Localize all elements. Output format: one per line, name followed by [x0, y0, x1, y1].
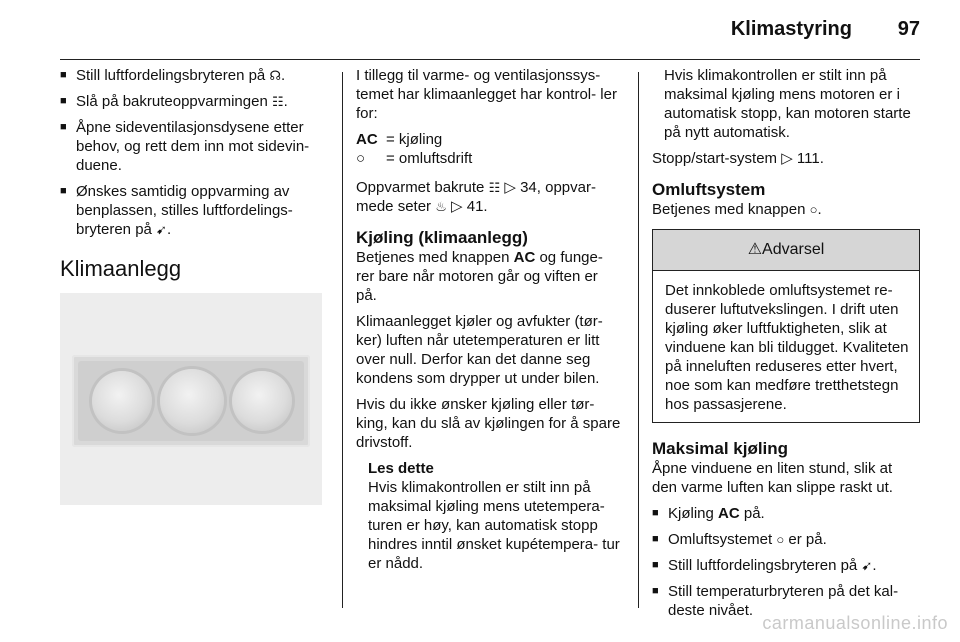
- intro-paragraph: I tillegg til varme- og ventilasjonssys- temet har klimaanlegget har kontrol- ler for:: [356, 67, 617, 122]
- bullet-square-icon: ■: [652, 559, 659, 571]
- air-distribution-knob: [232, 371, 292, 431]
- bullet-square-icon: ■: [652, 585, 659, 597]
- ac-description: = kjøling: [386, 131, 443, 148]
- bullet-square-icon: ■: [60, 121, 67, 133]
- air-distribution-windscreen-icon: ☊: [269, 68, 281, 83]
- warning-triangle-icon: ⚠: [747, 241, 763, 258]
- ac-term: AC: [356, 131, 378, 148]
- auto-stop-paragraph: Hvis klimakontrollen er stilt inn på maksimal kjøling mens motoren er i automatisk stopp, kan motoren starte på nytt automatisk.: [664, 67, 911, 141]
- list-item: ■ Åpne sideventilasjonsdysene etter behov, og rett dem inn mot sidevin- duene.: [60, 119, 310, 174]
- fuel-paragraph: Hvis du ikke ønsker kjøling eller tør- king, kan du slå av kjølingen for å spare drivstoff.: [356, 396, 621, 451]
- warning-body: Det innkoblede omluftsystemet re- duserer luftutvekslingen. I drift uten kjøling øker luftfuktigheten, slik at vinduene kan bli tildugget. Kvaliteten på inneluften reduseres etter hvert, noe som kan medføre tretthetstegn hos passasjerene.: [665, 282, 909, 413]
- climate-control-panel-image: [60, 293, 322, 505]
- section-heading-klimaanlegg: Klimaanlegg: [60, 256, 182, 281]
- warning-box: [652, 229, 920, 423]
- air-distribution-footwell-icon: ➹: [156, 222, 167, 237]
- list-item: ■ Still temperaturbryteren på det kal- deste nivået.: [652, 583, 899, 619]
- list-item: ■ Still luftfordelingsbryteren på ☊.: [60, 67, 286, 84]
- recirculation-icon: ○: [776, 532, 785, 547]
- control-definitions: [356, 130, 622, 168]
- bullet-square-icon: ■: [652, 507, 659, 519]
- stop-start-reference: Stopp/start-system ▷ 111.: [652, 150, 824, 167]
- page-number: 97: [897, 18, 920, 40]
- recirculation-paragraph: Betjenes med knappen ○.: [652, 201, 822, 218]
- header-rule: [60, 59, 920, 60]
- list-item: ■ Ønskes samtidig oppvarming av benplassen, stilles luftfordelings- bryteren på ➹.: [60, 183, 293, 238]
- section-heading-omluft: Omluftsystem: [652, 180, 766, 199]
- section-heading-maks-kjoling: Maksimal kjøling: [652, 439, 789, 458]
- list-item: ■ Slå på bakruteoppvarmingen ☷.: [60, 93, 288, 110]
- list-item: ■ Still luftfordelingsbryteren på ➹.: [652, 557, 877, 574]
- recirculation-icon: ○: [356, 150, 366, 167]
- column-divider-1: [342, 72, 343, 608]
- ac-paragraph: Betjenes med knappen AC og funge- rer bare når motoren går og viften er på.: [356, 249, 603, 304]
- column-divider-2: [638, 72, 639, 608]
- list-item: ■ Omluftsystemet ○ er på.: [652, 531, 827, 548]
- chapter-title: Klimastyring: [730, 18, 852, 40]
- column-1: [60, 66, 326, 505]
- section-heading-kjoling: Kjøling (klimaanlegg): [356, 228, 528, 247]
- column-3: [652, 66, 920, 627]
- temperature-knob: [160, 369, 224, 433]
- max-cooling-paragraph: Åpne vinduene en liten stund, slik at den varme luften kan slippe raskt ut.: [652, 460, 893, 496]
- control-panel: [72, 355, 310, 447]
- column-2: [356, 66, 622, 573]
- warning-header: ⚠Advarsel: [653, 230, 919, 271]
- fan-speed-knob: [92, 371, 152, 431]
- air-distribution-footwell-icon: ➹: [861, 558, 873, 573]
- heated-seat-icon: ♨: [435, 199, 447, 214]
- page-header: [60, 18, 920, 42]
- note-box: [356, 459, 622, 573]
- note-body: Hvis klimakontrollen er stilt inn på maksimal kjøling mens utetempera- turen er høy, kan automatisk stopp hindres inntil ønsket kupétempera- tur er nådd.: [368, 479, 620, 572]
- bullet-square-icon: ■: [652, 533, 659, 545]
- bullet-square-icon: ■: [60, 69, 67, 81]
- bullet-square-icon: ■: [60, 95, 67, 107]
- rear-window-heating-icon: ☷: [271, 94, 284, 109]
- reference-paragraph: Oppvarmet bakrute ☷ ▷ 34, oppvar- mede seter ♨ ▷ 41.: [356, 179, 596, 215]
- list-item: ■ Kjøling AC på.: [652, 505, 765, 522]
- recirculation-icon: ○: [809, 202, 818, 217]
- watermark: carmanualsonline.info: [762, 613, 948, 633]
- recirculation-description: = omluftsdrift: [386, 150, 473, 167]
- bullet-square-icon: ■: [60, 185, 67, 197]
- cooling-paragraph: Klimaanlegget kjøler og avfukter (tør- ker) luften når utetemperaturen er litt over null. Derfor kan det danne seg kondens som drypper ut under bilen.: [356, 313, 603, 387]
- note-title: Les dette: [368, 460, 434, 477]
- rear-window-heating-icon: ☷: [488, 180, 501, 195]
